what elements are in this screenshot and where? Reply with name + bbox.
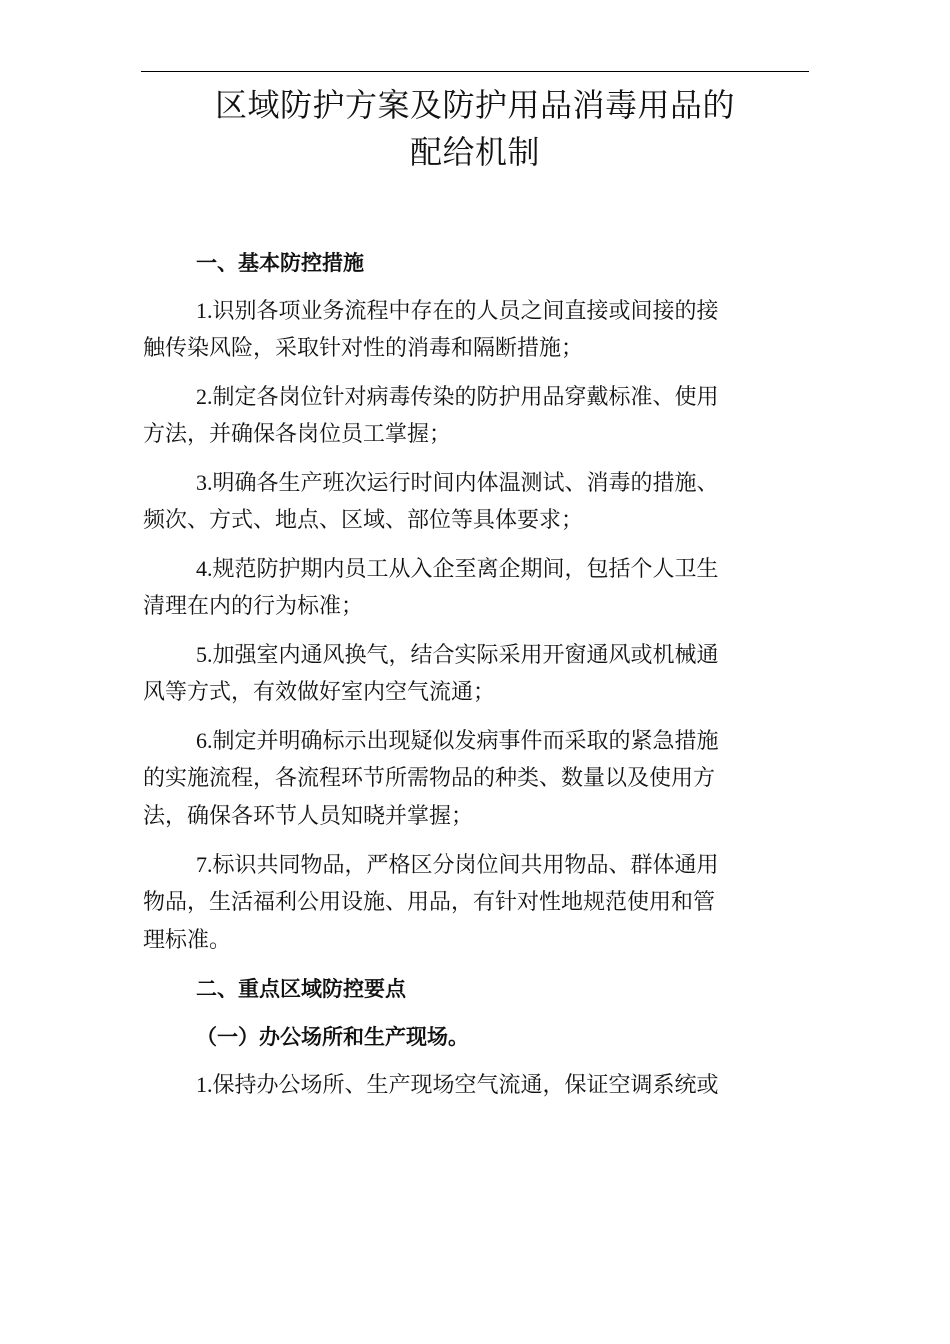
item-text: 规范防护期内员工从入企至离企期间，包括个人卫生 (212, 557, 719, 582)
paragraph-line: 频次、方式、地点、区域、部位等具体要求； (143, 508, 584, 533)
section-heading-basic-measures: 一、基本防控措施 (196, 251, 364, 275)
item-number: 6. (196, 728, 213, 753)
item-number: 1. (196, 298, 213, 323)
item-text: 加强室内通风换气，结合实际采用开窗通风或机械通 (212, 643, 719, 668)
item-text: 保持办公场所、生产现场空气流通，保证空调系统或 (212, 1073, 719, 1098)
list-item-1 (143, 292, 807, 368)
paragraph-line (143, 636, 807, 674)
list-item-4 (143, 550, 807, 626)
item-number: 5. (196, 642, 213, 667)
item-text: 制定各岗位针对病毒传染的防护用品穿戴标准、使用 (212, 385, 719, 410)
section-heading-key-areas: 二、重点区域防控要点 (196, 977, 406, 1001)
item-text: 明确各生产班次运行时间内体温测试、消毒的措施、 (212, 471, 719, 496)
list-item-6 (143, 722, 807, 836)
item-number: 2. (196, 384, 213, 409)
document-body (143, 244, 807, 1114)
paragraph-line (143, 464, 807, 502)
paragraph-line: 的实施流程，各流程环节所需物品的种类、数量以及使用方 (143, 766, 716, 791)
paragraph-line: 清理在内的行为标准； (143, 594, 364, 619)
item-text: 标识共同物品，严格区分岗位间共用物品、群体通用 (212, 853, 719, 878)
title-line-1: 区域防护方案及防护用品消毒用品的 (214, 86, 735, 124)
list-item-5 (143, 636, 807, 712)
paragraph-line: 理标准。 (143, 928, 232, 953)
subsection-heading-office: （一）办公场所和生产现场。 (196, 1025, 469, 1049)
item-number: 4. (196, 556, 213, 581)
item-number: 7. (196, 852, 213, 877)
list-item-office-1 (143, 1066, 807, 1104)
item-number: 1. (196, 1072, 213, 1097)
item-text: 识别各项业务流程中存在的人员之间直接或间接的接 (212, 299, 719, 324)
paragraph-line: 物品，生活福利公用设施、用品，有针对性地规范使用和管 (143, 890, 716, 915)
item-number: 3. (196, 470, 213, 495)
document-title (141, 82, 809, 176)
paragraph-line: 风等方式，有效做好室内空气流通； (143, 680, 496, 705)
paragraph-line (143, 550, 807, 588)
paragraph-line (143, 292, 807, 330)
paragraph-line (143, 846, 807, 884)
paragraph-line (143, 1066, 807, 1104)
list-item-2 (143, 378, 807, 454)
item-text: 制定并明确标示出现疑似发病事件而采取的紧急措施 (212, 729, 719, 754)
header-rule (141, 71, 809, 72)
paragraph-line (143, 378, 807, 416)
list-item-7 (143, 846, 807, 960)
paragraph-line (143, 722, 807, 760)
list-item-3 (143, 464, 807, 540)
paragraph-line: 触传染风险，采取针对性的消毒和隔断措施； (143, 336, 584, 361)
title-line-2: 配给机制 (409, 133, 540, 171)
paragraph-line: 方法，并确保各岗位员工掌握； (143, 422, 452, 447)
paragraph-line: 法，确保各环节人员知晓并掌握； (143, 804, 474, 829)
